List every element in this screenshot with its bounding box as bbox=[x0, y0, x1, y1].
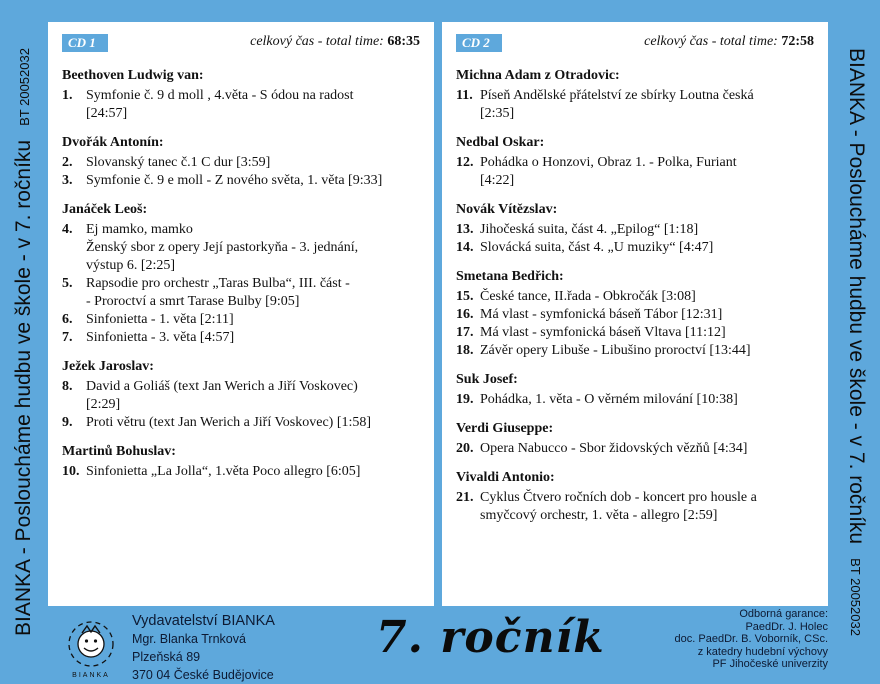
left-spine bbox=[0, 0, 48, 684]
track-text-line: Sinfonietta „La Jolla“, 1.věta Poco allegro [6:05] bbox=[86, 464, 361, 479]
track-item bbox=[48, 221, 424, 275]
track-item bbox=[442, 239, 818, 257]
track-item bbox=[442, 87, 818, 123]
guarantee-univ: PF Jihočeské univerzity bbox=[712, 658, 828, 670]
track-item bbox=[442, 324, 818, 342]
logo-text: BIANKA bbox=[72, 672, 110, 679]
track-number: 13. bbox=[456, 222, 474, 237]
cd1-badge: CD 1 bbox=[62, 34, 108, 52]
track-text-line: smyčcový orchestr, 1. věta - allegro [2:59] bbox=[480, 508, 718, 523]
track-text-line: [4:22] bbox=[480, 173, 515, 188]
track-number: 10. bbox=[62, 464, 80, 479]
composer-heading: Michna Adam z Otradovic: bbox=[456, 68, 620, 83]
track-text-line: Má vlast - symfonická báseň Vltava [11:12] bbox=[480, 325, 726, 340]
track-text-line: Závěr opery Libuše - Libušino proroctví [13:44] bbox=[480, 343, 751, 358]
guarantee-dept: z katedry hudební výchovy bbox=[697, 645, 828, 658]
track-item bbox=[48, 329, 424, 347]
composer-heading: Ježek Jaroslav: bbox=[62, 359, 154, 374]
cd1-tracklist bbox=[48, 68, 434, 481]
track-item bbox=[442, 154, 818, 190]
track-item bbox=[48, 275, 424, 311]
track-item bbox=[442, 306, 818, 324]
track-number: 6. bbox=[62, 312, 73, 327]
cd2-badge: CD 2 bbox=[456, 34, 502, 52]
right-spine-text bbox=[844, 48, 868, 636]
cd2-tracklist bbox=[442, 68, 828, 525]
guarantee-label: Odborná garance: bbox=[739, 608, 828, 620]
track-text-line: Jihočeská suita, část 4. „Epilog“ [1:18] bbox=[480, 222, 699, 237]
composer-heading: Beethoven Ludwig van: bbox=[62, 68, 204, 83]
bianka-logo bbox=[58, 614, 124, 680]
spine-code-right: BT 20052032 bbox=[848, 558, 864, 636]
track-text-line: Rapsodie pro orchestr „Taras Bulba“, III. část - bbox=[86, 276, 350, 291]
track-number: 4. bbox=[62, 222, 73, 237]
cd1-header bbox=[58, 30, 424, 56]
composer-heading: Novák Vítězslav: bbox=[456, 202, 558, 217]
composer-heading: Dvořák Antonín: bbox=[62, 135, 164, 150]
publisher-name: Vydavatelství BIANKA bbox=[132, 613, 275, 629]
cd2-total-value: 72:58 bbox=[781, 34, 814, 49]
track-number: 2. bbox=[62, 155, 73, 170]
cd2-total-time bbox=[644, 34, 814, 50]
publisher-city: 370 04 České Budějovice bbox=[132, 668, 274, 682]
track-text-line: Slovácká suita, část 4. „U muziky“ [4:47] bbox=[480, 240, 714, 255]
track-item bbox=[48, 87, 424, 123]
track-text-line: Sinfonietta - 3. věta [4:57] bbox=[86, 330, 235, 345]
composer-heading: Suk Josef: bbox=[456, 372, 518, 387]
track-text-line: Pohádka o Honzovi, Obraz 1. - Polka, Furiant bbox=[480, 155, 737, 170]
track-item bbox=[48, 311, 424, 329]
track-item bbox=[442, 342, 818, 360]
track-text-line: Ženský sbor z opery Její pastorkyňa - 3. jednání, bbox=[86, 240, 359, 255]
track-text-line: Cyklus Čtvero ročních dob - koncert pro housle a bbox=[480, 490, 757, 505]
composer-heading: Verdi Giuseppe: bbox=[456, 421, 554, 436]
track-item bbox=[442, 221, 818, 239]
track-text-line: Opera Nabucco - Sbor židovských vězňů [4:34] bbox=[480, 441, 748, 456]
composer-heading: Smetana Bedřich: bbox=[456, 269, 564, 284]
track-number: 15. bbox=[456, 289, 474, 304]
track-item bbox=[442, 489, 818, 525]
track-text-line: Symfonie č. 9 e moll - Z nového světa, 1. věta [9:33] bbox=[86, 173, 383, 188]
track-text-line: [2:35] bbox=[480, 106, 515, 121]
track-text-line: [2:29] bbox=[86, 397, 121, 412]
track-item bbox=[48, 172, 424, 190]
track-text-line: Slovanský tanec č.1 C dur [3:59] bbox=[86, 155, 271, 170]
track-number: 21. bbox=[456, 490, 474, 505]
track-number: 9. bbox=[62, 415, 73, 430]
composer-heading: Vivaldi Antonio: bbox=[456, 470, 555, 485]
cd2-header bbox=[452, 30, 818, 56]
track-text-line: Pohádka, 1. věta - O věrném milování [10:38] bbox=[480, 392, 738, 407]
cd1-total-time bbox=[250, 34, 420, 50]
track-text-line: výstup 6. [2:25] bbox=[86, 258, 176, 273]
cd2-total-label: celkový čas - total time: bbox=[644, 34, 778, 49]
footer bbox=[48, 606, 832, 684]
composer-heading: Janáček Leoš: bbox=[62, 202, 148, 217]
grade-title: 7. ročník bbox=[376, 612, 605, 663]
guarantor-1: PaedDr. J. Holec bbox=[745, 620, 828, 633]
track-number: 14. bbox=[456, 240, 474, 255]
publisher-owner: Mgr. Blanka Trnková bbox=[132, 632, 246, 646]
composer-heading: Nedbal Oskar: bbox=[456, 135, 545, 150]
track-number: 8. bbox=[62, 379, 73, 394]
composer-heading: Martinů Bohuslav: bbox=[62, 444, 176, 459]
track-item bbox=[48, 378, 424, 414]
cd1-total-label: celkový čas - total time: bbox=[250, 34, 384, 49]
publisher-block bbox=[132, 612, 275, 684]
track-text-line: - Proroctví a smrt Tarase Bulby [9:05] bbox=[86, 294, 300, 309]
track-number: 1. bbox=[62, 88, 73, 103]
track-text-line: Symfonie č. 9 d moll , 4.věta - S ódou na radost bbox=[86, 88, 354, 103]
track-item bbox=[48, 463, 424, 481]
left-spine-text bbox=[12, 48, 36, 636]
track-text-line: Má vlast - symfonická báseň Tábor [12:31] bbox=[480, 307, 723, 322]
track-text-line: České tance, II.řada - Obkročák [3:08] bbox=[480, 289, 696, 304]
track-number: 3. bbox=[62, 173, 73, 188]
publisher-street: Plzeňská 89 bbox=[132, 650, 201, 664]
track-item bbox=[442, 288, 818, 306]
track-number: 17. bbox=[456, 325, 474, 340]
track-item bbox=[48, 414, 424, 432]
cd2-panel bbox=[442, 22, 828, 606]
cd1-panel bbox=[48, 22, 434, 606]
track-item bbox=[48, 154, 424, 172]
spine-code: BT 20052032 bbox=[16, 48, 32, 126]
track-text-line: Proti větru (text Jan Werich a Jiří Voskovec) [1:58] bbox=[86, 415, 372, 430]
right-spine bbox=[832, 0, 880, 684]
spine-title: BIANKA - Posloucháme hudbu ve škole - v 7. ročníku bbox=[12, 139, 35, 636]
track-number: 7. bbox=[62, 330, 73, 345]
guarantee-block bbox=[675, 608, 828, 671]
track-text-line: Píseň Andělské přátelství ze sbírky Loutna česká bbox=[480, 88, 754, 103]
track-item bbox=[442, 391, 818, 409]
track-number: 20. bbox=[456, 441, 474, 456]
track-text-line: Ej mamko, mamko bbox=[86, 222, 193, 237]
track-text-line: David a Goliáš (text Jan Werich a Jiří Voskovec) bbox=[86, 379, 358, 394]
track-number: 11. bbox=[456, 88, 473, 103]
guarantor-2: doc. PaedDr. B. Voborník, CSc. bbox=[674, 633, 828, 645]
track-number: 19. bbox=[456, 392, 474, 407]
track-number: 12. bbox=[456, 155, 474, 170]
spine-title-right: BIANKA - Posloucháme hudbu ve škole - v 7. ročníku bbox=[845, 48, 868, 545]
track-number: 5. bbox=[62, 276, 73, 291]
track-item bbox=[442, 440, 818, 458]
track-number: 16. bbox=[456, 307, 474, 322]
cd1-total-value: 68:35 bbox=[387, 34, 420, 49]
track-text-line: Sinfonietta - 1. věta [2:11] bbox=[86, 312, 234, 327]
track-number: 18. bbox=[456, 343, 474, 358]
track-text-line: [24:57] bbox=[86, 106, 128, 121]
